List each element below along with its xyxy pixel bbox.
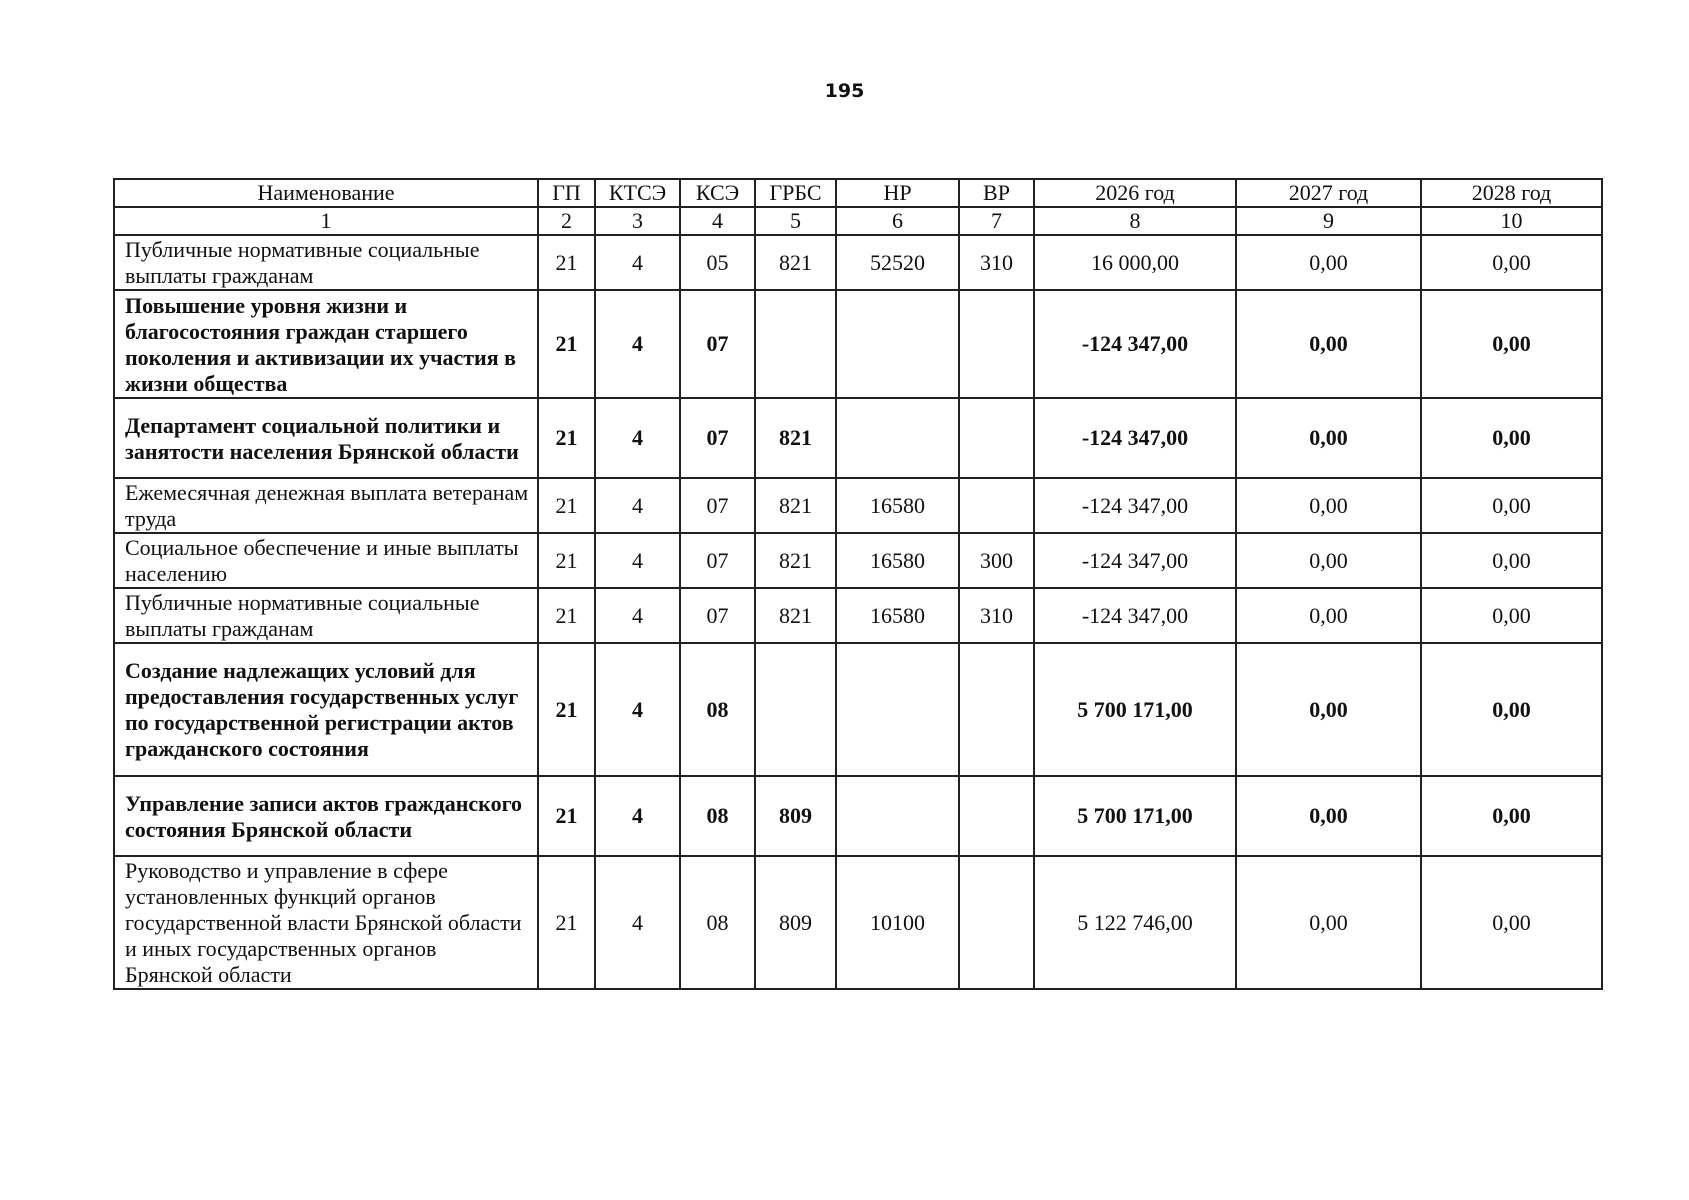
cell-grbs: 821 xyxy=(755,478,836,533)
cell-kse: 05 xyxy=(680,235,755,290)
cell-vr xyxy=(959,290,1034,398)
cell-grbs: 821 xyxy=(755,398,836,478)
cell-kse: 08 xyxy=(680,856,755,989)
cell-gp: 21 xyxy=(538,588,595,643)
cell-2026: 16 000,00 xyxy=(1034,235,1236,290)
cell-vr: 300 xyxy=(959,533,1034,588)
cell-grbs: 821 xyxy=(755,235,836,290)
cell-grbs xyxy=(755,290,836,398)
cell-ktse: 4 xyxy=(595,290,680,398)
cell-grbs: 809 xyxy=(755,776,836,856)
header-grbs: ГРБС xyxy=(755,179,836,207)
cell-2026: -124 347,00 xyxy=(1034,588,1236,643)
cell-ktse: 4 xyxy=(595,776,680,856)
cell-kse: 07 xyxy=(680,478,755,533)
header-kse: КСЭ xyxy=(680,179,755,207)
header-row xyxy=(114,179,1602,207)
cell-2027: 0,00 xyxy=(1236,776,1421,856)
column-number: 9 xyxy=(1236,207,1421,235)
cell-kse: 07 xyxy=(680,533,755,588)
row-name: Повышение уровня жизни и благосостояния граждан старшего поколения и активизации их участия в жизни общества xyxy=(114,290,538,398)
table-row xyxy=(114,290,1602,398)
cell-2028: 0,00 xyxy=(1421,643,1602,776)
table-row xyxy=(114,776,1602,856)
cell-2027: 0,00 xyxy=(1236,856,1421,989)
cell-2026: -124 347,00 xyxy=(1034,398,1236,478)
cell-kse: 07 xyxy=(680,290,755,398)
cell-2026: 5 122 746,00 xyxy=(1034,856,1236,989)
cell-kse: 07 xyxy=(680,398,755,478)
row-name: Создание надлежащих условий для предоставления государственных услуг по государственной регистрации актов гражданского состояния xyxy=(114,643,538,776)
header-2028: 2028 год xyxy=(1421,179,1602,207)
cell-gp: 21 xyxy=(538,290,595,398)
cell-grbs: 809 xyxy=(755,856,836,989)
table-row xyxy=(114,478,1602,533)
cell-vr xyxy=(959,398,1034,478)
cell-grbs xyxy=(755,643,836,776)
column-number: 10 xyxy=(1421,207,1602,235)
cell-ktse: 4 xyxy=(595,478,680,533)
cell-2028: 0,00 xyxy=(1421,856,1602,989)
cell-gp: 21 xyxy=(538,643,595,776)
cell-nr xyxy=(836,776,959,856)
row-name: Публичные нормативные социальные выплаты гражданам xyxy=(114,235,538,290)
column-number: 6 xyxy=(836,207,959,235)
column-number: 3 xyxy=(595,207,680,235)
cell-vr xyxy=(959,776,1034,856)
cell-2026: -124 347,00 xyxy=(1034,478,1236,533)
cell-gp: 21 xyxy=(538,398,595,478)
cell-nr xyxy=(836,643,959,776)
cell-2027: 0,00 xyxy=(1236,398,1421,478)
cell-ktse: 4 xyxy=(595,398,680,478)
row-name: Руководство и управление в сфере установленных функций органов государственной власти Брянской области и иных государственных органов Брянской области xyxy=(114,856,538,989)
cell-2028: 0,00 xyxy=(1421,235,1602,290)
column-number: 4 xyxy=(680,207,755,235)
cell-2028: 0,00 xyxy=(1421,290,1602,398)
cell-kse: 08 xyxy=(680,776,755,856)
row-name: Департамент социальной политики и занятости населения Брянской области xyxy=(114,398,538,478)
header-2026: 2026 год xyxy=(1034,179,1236,207)
cell-2026: -124 347,00 xyxy=(1034,290,1236,398)
cell-ktse: 4 xyxy=(595,856,680,989)
cell-nr: 16580 xyxy=(836,478,959,533)
column-number-row xyxy=(114,207,1602,235)
cell-2027: 0,00 xyxy=(1236,533,1421,588)
cell-gp: 21 xyxy=(538,533,595,588)
cell-kse: 07 xyxy=(680,588,755,643)
cell-2026: 5 700 171,00 xyxy=(1034,776,1236,856)
cell-2027: 0,00 xyxy=(1236,290,1421,398)
cell-2028: 0,00 xyxy=(1421,478,1602,533)
cell-ktse: 4 xyxy=(595,588,680,643)
column-number: 2 xyxy=(538,207,595,235)
row-name: Ежемесячная денежная выплата ветеранам труда xyxy=(114,478,538,533)
column-number: 5 xyxy=(755,207,836,235)
table-row xyxy=(114,235,1602,290)
cell-vr: 310 xyxy=(959,235,1034,290)
cell-2028: 0,00 xyxy=(1421,533,1602,588)
column-number: 7 xyxy=(959,207,1034,235)
budget-table xyxy=(113,178,1603,990)
cell-grbs: 821 xyxy=(755,533,836,588)
table-row xyxy=(114,588,1602,643)
cell-nr xyxy=(836,398,959,478)
cell-ktse: 4 xyxy=(595,235,680,290)
cell-vr xyxy=(959,856,1034,989)
header-gp: ГП xyxy=(538,179,595,207)
cell-nr: 16580 xyxy=(836,533,959,588)
table-row xyxy=(114,533,1602,588)
row-name: Публичные нормативные социальные выплаты гражданам xyxy=(114,588,538,643)
cell-2026: -124 347,00 xyxy=(1034,533,1236,588)
table-row xyxy=(114,856,1602,989)
cell-2027: 0,00 xyxy=(1236,643,1421,776)
cell-gp: 21 xyxy=(538,776,595,856)
row-name: Управление записи актов гражданского состояния Брянской области xyxy=(114,776,538,856)
cell-nr: 16580 xyxy=(836,588,959,643)
header-name: Наименование xyxy=(114,179,538,207)
cell-2027: 0,00 xyxy=(1236,478,1421,533)
page-number: 195 xyxy=(824,80,865,102)
cell-grbs: 821 xyxy=(755,588,836,643)
header-2027: 2027 год xyxy=(1236,179,1421,207)
cell-kse: 08 xyxy=(680,643,755,776)
cell-ktse: 4 xyxy=(595,533,680,588)
cell-vr xyxy=(959,643,1034,776)
column-number: 1 xyxy=(114,207,538,235)
cell-vr xyxy=(959,478,1034,533)
cell-2027: 0,00 xyxy=(1236,235,1421,290)
cell-2028: 0,00 xyxy=(1421,398,1602,478)
column-number: 8 xyxy=(1034,207,1236,235)
row-name: Социальное обеспечение и иные выплаты населению xyxy=(114,533,538,588)
header-ktse: КТСЭ xyxy=(595,179,680,207)
cell-nr: 10100 xyxy=(836,856,959,989)
cell-2028: 0,00 xyxy=(1421,776,1602,856)
cell-vr: 310 xyxy=(959,588,1034,643)
table-row xyxy=(114,398,1602,478)
table-row xyxy=(114,643,1602,776)
header-nr: НР xyxy=(836,179,959,207)
cell-gp: 21 xyxy=(538,856,595,989)
cell-2028: 0,00 xyxy=(1421,588,1602,643)
cell-ktse: 4 xyxy=(595,643,680,776)
cell-gp: 21 xyxy=(538,478,595,533)
cell-nr xyxy=(836,290,959,398)
cell-2026: 5 700 171,00 xyxy=(1034,643,1236,776)
header-vr: ВР xyxy=(959,179,1034,207)
cell-gp: 21 xyxy=(538,235,595,290)
cell-nr: 52520 xyxy=(836,235,959,290)
cell-2027: 0,00 xyxy=(1236,588,1421,643)
